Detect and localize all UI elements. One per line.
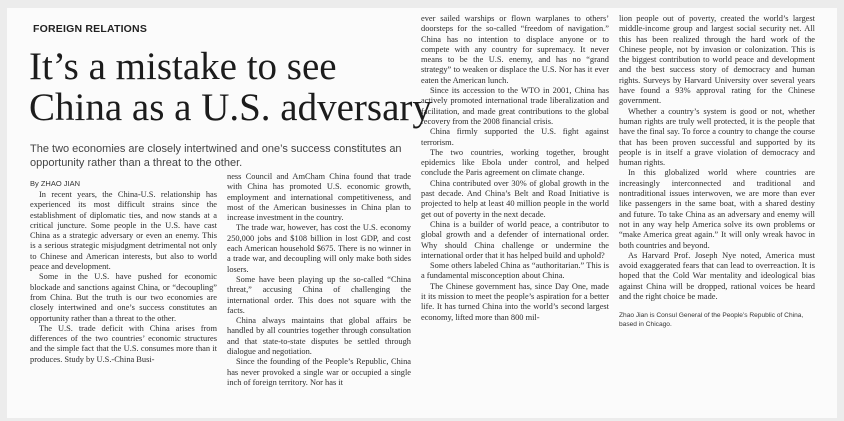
paragraph: Whether a country’s system is good or not, whether human rights are truly well protected, it is the people that have the final say. To force a country to change the course that has been proven successful and supported by its people is in itself a grave violation of democracy and human rights. [619,106,815,168]
headline [29,46,479,128]
deck-subtitle: The two economies are closely intertwined and one’s success constitutes an opportunity rather than a threat to the other. [30,143,402,169]
paragraph: As Harvard Prof. Joseph Nye noted, America must avoid exaggerated fears that can lead to overreaction. It is hoped that the Cold War mentality and ideological bias against China will be dropped, rational voices be heard and the right choice be made. [619,250,815,302]
article-column-4 [619,14,815,416]
paragraph: ness Council and AmCham China found that trade with China has promoted U.S. economic growth, employment and international competitiveness, and most of the American businesses in China plan to increase investment in the country. [227,172,411,223]
article-column-3 [421,14,609,416]
paragraph: Some others labeled China as “authoritarian.” This is a fundamental misconception about China. [421,261,609,281]
newspaper-page [7,8,837,418]
paragraph: The trade war, however, has cost the U.S. economy 250,000 jobs and $108 billion in lost GDP, and cost each American household $675. There is no winner in a trade war, and decoupling will only make both sides losers. [227,223,411,274]
paragraph: Some have been playing up the so-called “China threat,” accusing China of challenging the international order. This does not square with the facts. [227,274,411,315]
article-column-1 [30,190,217,416]
paragraph: ever sailed warships or flown warplanes to others’ doorsteps for the so-called “freedom of navigation.” China has no intention to displace anyone or to compete with any country for supremacy. It never means to be the U.S. enemy, and has no “grand strategy” to weaken or displace the U.S. Nor has it ever eaten the American lunch. [421,14,609,85]
paragraph: Some in the U.S. have pushed for economic blockade and sanctions against China, or “decoupling” from China. But the truth is our two economies are closely intertwined and one’s success constitutes an opportunity rather than a threat to the other. [30,272,217,323]
paragraph: lion people out of poverty, created the world’s largest middle-income group and largest social security net. All this has been realized through the hard work of the Chinese people, not by invasion or colonization. This is the biggest contribution to world peace and development and the best success story of democracy and human rights. Surveys by Harvard University over several years have found a 93% approval rating for the Chinese government. [619,14,815,106]
paragraph: In recent years, the China-U.S. relationship has experienced its most difficult strains since the establishment of diplomatic ties, and now stands at a critical juncture. Some people in the U.S. have cast China as a strategic adversary or even an enemy. This is a serious strategic misjudgment detrimental not only to Chinese and American interests, but also to world peace and development. [30,190,217,272]
paragraph: In this globalized world where countries are increasingly interconnected and traditional and nontraditional issues interwoven, we are more than ever like passengers in the same boat, with a shared destiny and future. To take China as an adversary and enemy will not in any way help America solve its own problems or “make America great again.” It will only wreak havoc in both countries and beyond. [619,168,815,250]
paragraph: China contributed over 30% of global growth in the past decade. And China’s Belt and Road Initiative is projected to help at least 40 million people in the world get out of poverty in the next decade. [421,178,609,219]
paragraph: China always maintains that global affairs be handled by all countries together through consultation and that state-to-state disputes be settled through dialogue and negotiation. [227,316,411,357]
paragraph: Since its accession to the WTO in 2001, China has actively promoted international trade liberalization and facilitation, and made great contributions to the global recovery from the 2008 financial crisis. [421,86,609,126]
paragraph: China is a builder of world peace, a contributor to global growth and a defender of international order. Why should China challenge or undermine the international order that it has helped build and uphold? [421,219,609,260]
paragraph: The two countries, working together, brought epidemics like Ebola under control, and helped conclude the Paris agreement on climate change. [421,147,609,178]
paragraph: The U.S. trade deficit with China arises from differences of the two countries’ economic structures and the simple fact that the U.S. consumes more than it produces. Study by U.S.-China Busi- [30,323,217,364]
article-column-2 [227,172,411,416]
paragraph: China firmly supported the U.S. fight against terrorism. [421,127,609,147]
byline: By ZHAO JIAN [30,179,81,188]
author-bio: Zhao Jian is Consul General of the People’s Republic of China, based in Chicago. [619,312,804,329]
paragraph: The Chinese government has, since Day One, made it its mission to meet the people’s aspiration for a better life. It has turned China into the world’s second largest economy, lifted more than 800 mil- [421,281,609,322]
headline-line-1: It’s a mistake to see [29,45,337,88]
headline-line-2: China as a U.S. adversary [29,86,432,129]
section-label: FOREIGN RELATIONS [33,23,148,35]
paragraph: Since the founding of the People’s Republic, China has never provoked a single war or occupied a single inch of foreign territory. Nor has it [227,357,411,387]
